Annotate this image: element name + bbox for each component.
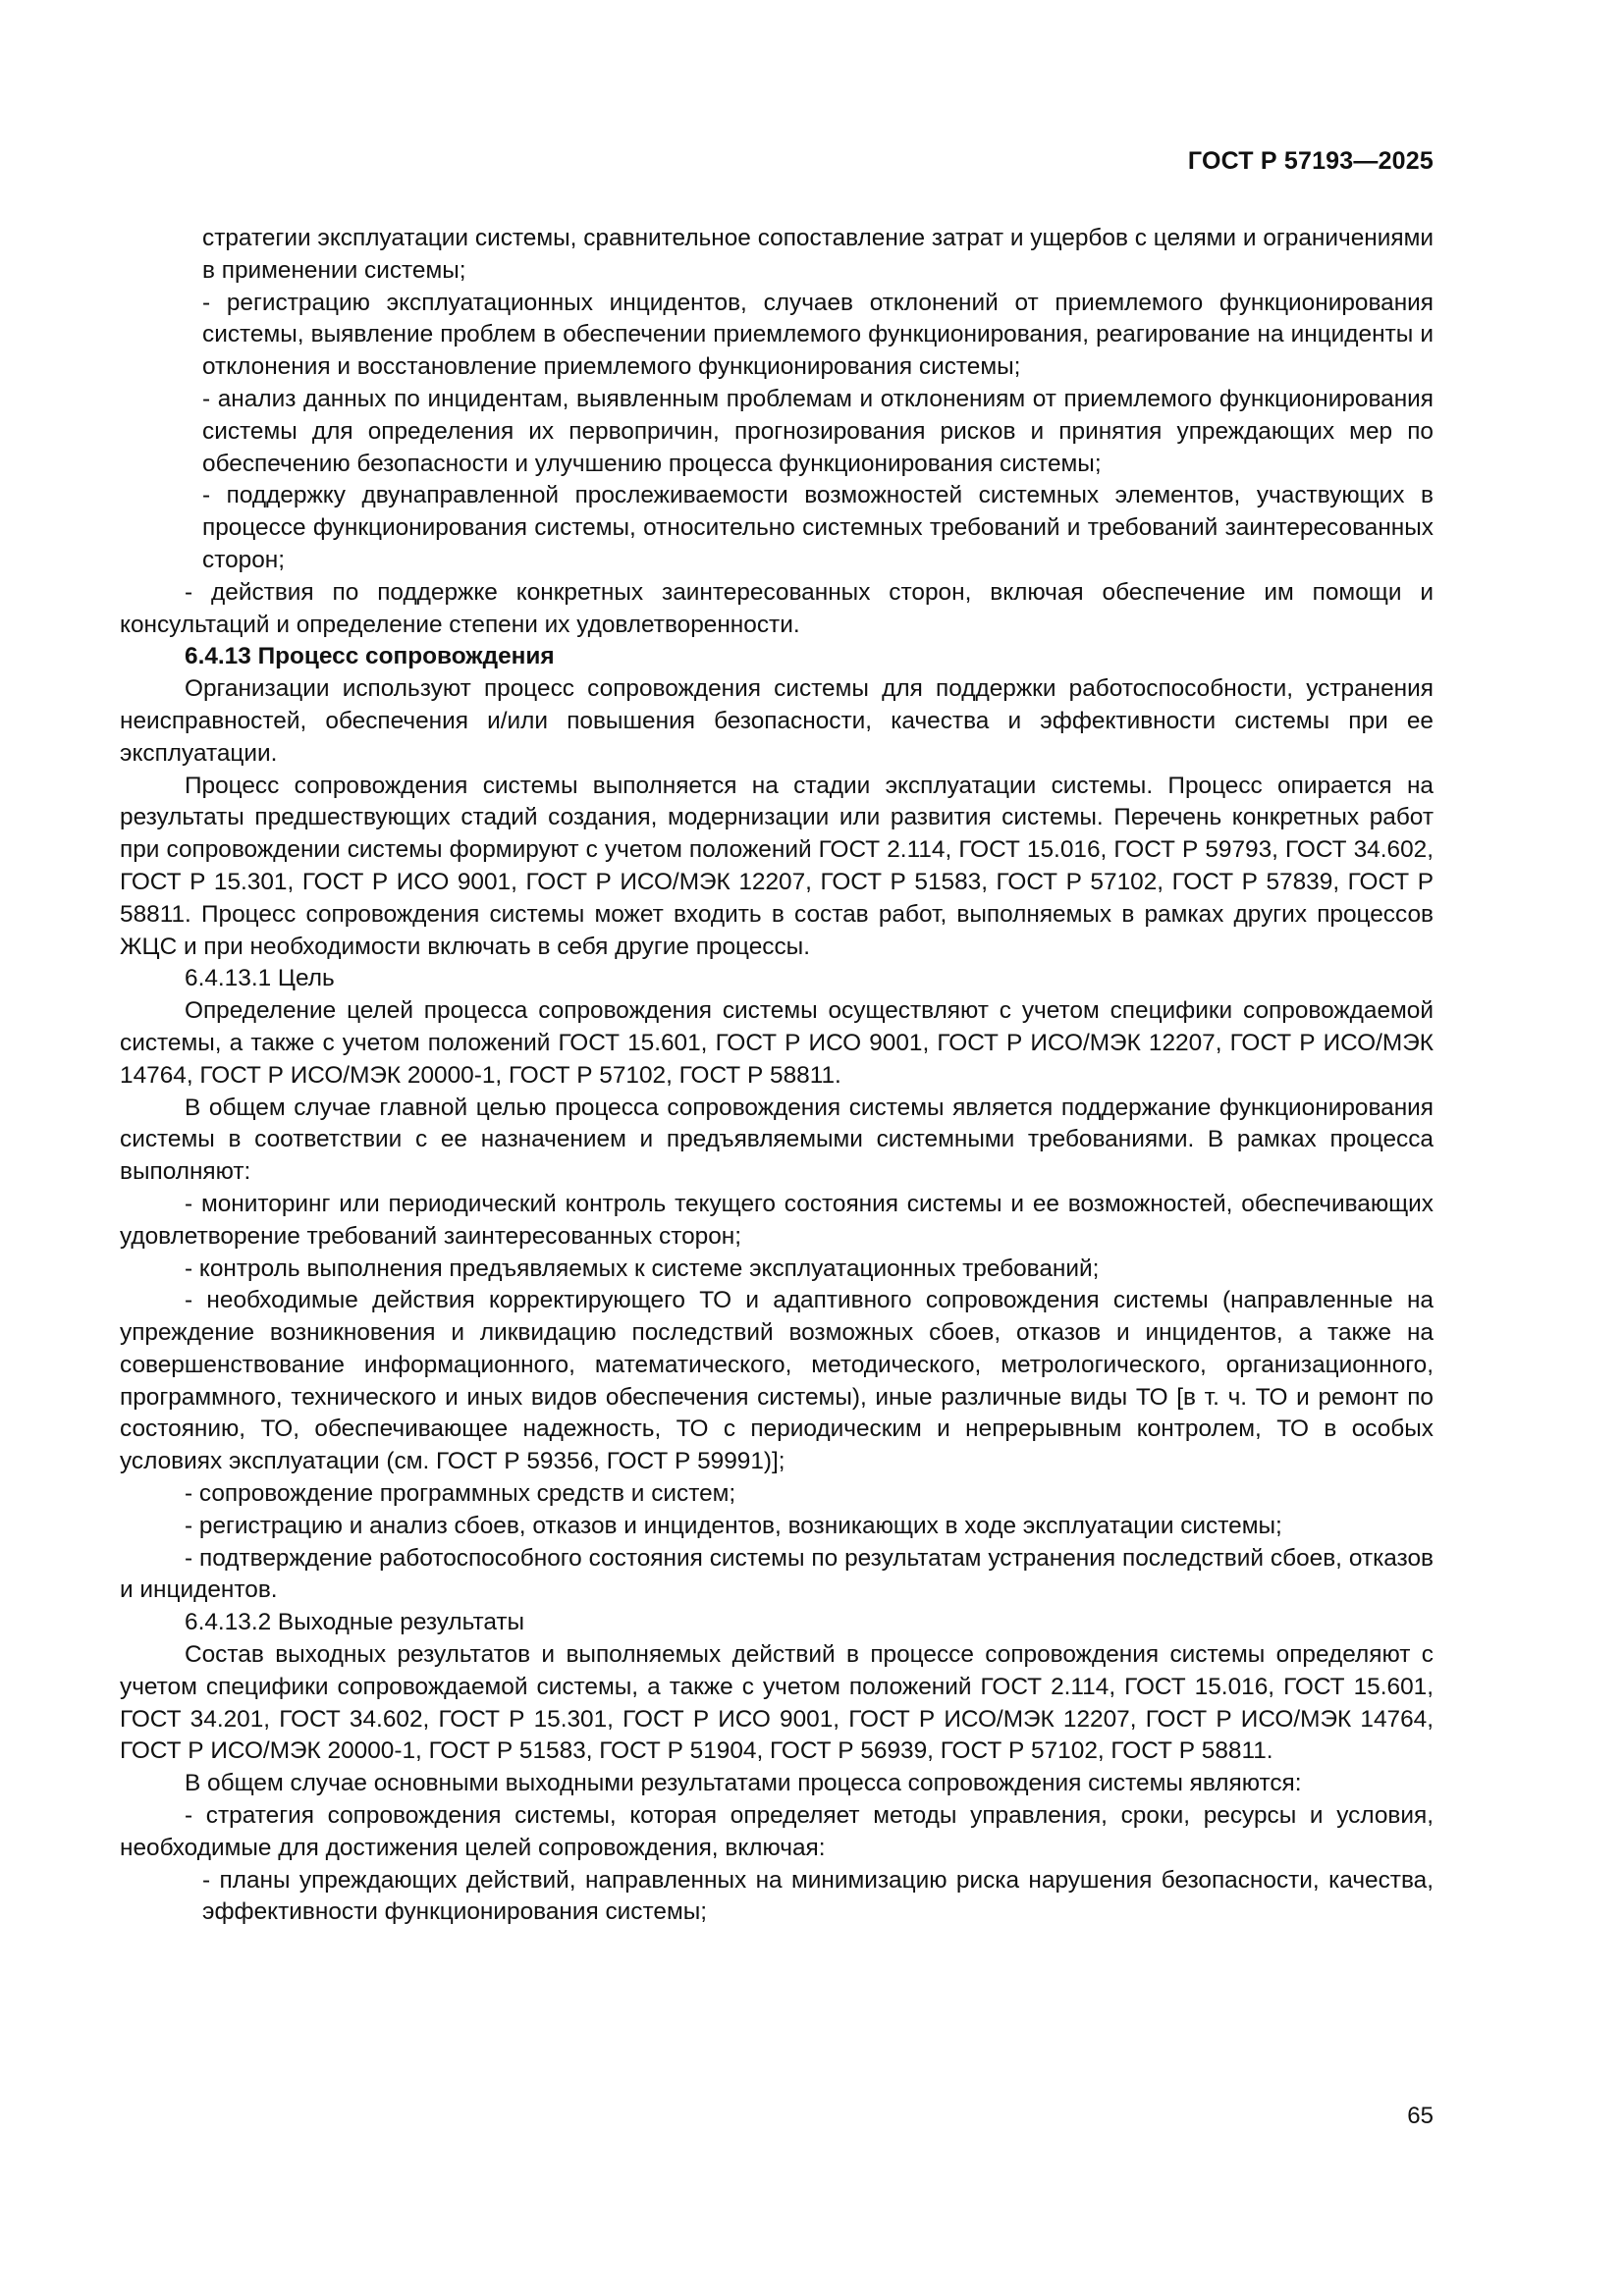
document-code-header: ГОСТ Р 57193—2025	[1187, 147, 1434, 175]
subsection-heading-goal: 6.4.13.1 Цель	[185, 965, 335, 992]
list-item: - регистрацию эксплуатационных инцидентов, случаев отклонений от приемлемого функционирования системы, выявление проблем в обеспечении приемлемого функционирования, реагирование на инциденты и отклонения и восстановление приемлемого функционирования системы;	[202, 289, 1434, 381]
subsection-heading-outputs: 6.4.13.2 Выходные результаты	[185, 1609, 525, 1636]
paragraph: В общем случае основными выходными результатами процесса сопровождения системы являются:	[185, 1770, 1302, 1797]
paragraph: Организации используют процесс сопровождения системы для поддержки работоспособности, устранения неисправностей, обеспечения и/или повышения безопасности, качества и эффективности системы при ее эксплуатации.	[120, 675, 1434, 767]
list-item: - контроль выполнения предъявляемых к системе эксплуатационных требований;	[185, 1255, 1100, 1282]
paragraph: Состав выходных результатов и выполняемых действий в процессе сопровождения системы определяют с учетом специфики сопровождаемой системы, а также с учетом положений ГОСТ 2.114, ГОСТ 15.016, ГОСТ 15.601, ГОСТ 34.201, ГОСТ 34.602, ГОСТ Р 15.301, ГОСТ Р ИСО 9001, ГОСТ Р ИСО/МЭК 12207, ГОСТ Р ИСО/МЭК 14764, ГОСТ Р ИСО/МЭК 20000-1, ГОСТ Р 51583, ГОСТ Р 51904, ГОСТ Р 56939, ГОСТ Р 57102, ГОСТ Р 58811.	[120, 1641, 1434, 1765]
list-item: - планы упреждающих действий, направленных на минимизацию риска нарушения безопасности, качества, эффективности функционирования системы;	[202, 1866, 1434, 1926]
paragraph: В общем случае главной целью процесса сопровождения системы является поддержание функционирования системы в соответствии с ее назначением и предъявляемыми системными требованиями. В рамках процесса выполняют:	[120, 1094, 1434, 1186]
list-item: - регистрацию и анализ сбоев, отказов и инцидентов, возникающих в ходе эксплуатации системы;	[185, 1512, 1282, 1539]
list-item: - сопровождение программных средств и систем;	[185, 1480, 736, 1508]
page-number: 65	[1407, 2103, 1434, 2129]
list-item: - стратегия сопровождения системы, которая определяет методы управления, сроки, ресурсы и условия, необходимые для достижения целей сопровождения, включая:	[120, 1802, 1434, 1861]
list-item: - поддержку двунаправленной прослеживаемости возможностей системных элементов, участвующих в процессе функционирования системы, относительно системных требований и требований заинтересованных сторон;	[202, 482, 1434, 573]
paragraph: Процесс сопровождения системы выполняется на стадии эксплуатации системы. Процесс опирается на результаты предшествующих стадий создания, модернизации или развития системы. Перечень конкретных работ при сопровождении системы формируют с учетом положений ГОСТ 2.114, ГОСТ 15.016, ГОСТ Р 59793, ГОСТ 34.602, ГОСТ Р 15.301, ГОСТ Р ИСО 9001, ГОСТ Р ИСО/МЭК 12207, ГОСТ Р 51583, ГОСТ Р 57102, ГОСТ Р 57839, ГОСТ Р 58811. Процесс сопровождения системы может входить в состав работ, выполняемых в рамках других процессов ЖЦС и при необходимости включать в себя другие процессы.	[120, 772, 1434, 960]
list-item: - анализ данных по инцидентам, выявленным проблемам и отклонениям от приемлемого функционирования системы для определения их первопричин, прогнозирования рисков и принятия упреждающих мер по обеспечению безопасности и улучшению процесса функционирования системы;	[202, 385, 1434, 477]
paragraph: Определение целей процесса сопровождения системы осуществляют с учетом специфики сопровождаемой системы, а также с учетом положений ГОСТ 15.601, ГОСТ Р ИСО 9001, ГОСТ Р ИСО/МЭК 12207, ГОСТ Р ИСО/МЭК 14764, ГОСТ Р ИСО/МЭК 20000-1, ГОСТ Р 57102, ГОСТ Р 58811.	[120, 997, 1434, 1089]
list-item: - необходимые действия корректирующего ТО и адаптивного сопровождения системы (направленные на упреждение возникновения и ликвидацию последствий возможных сбоев, отказов и инцидентов, а также на совершенствование информационного, математического, методического, метрологического, организационного, программного, технического и иных видов обеспечения системы), иные различные виды ТО [в т. ч. ТО и ремонт по состоянию, ТО, обеспечивающее надежность, ТО с периодическим и непрерывным контролем, ТО в особых условиях эксплуатации (см. ГОСТ Р 59356, ГОСТ Р 59991)];	[120, 1287, 1434, 1475]
list-item: - подтверждение работоспособного состояния системы по результатам устранения последствий сбоев, отказов и инцидентов.	[120, 1544, 1434, 1604]
body-text	[120, 223, 1434, 1929]
list-item: - мониторинг или периодический контроль текущего состояния системы и ее возможностей, обеспечивающих удовлетворение требований заинтересованных сторон;	[120, 1190, 1434, 1250]
section-heading-6-4-13: 6.4.13 Процесс сопровождения	[185, 643, 555, 670]
list-item-continuation: стратегии эксплуатации системы, сравнительное сопоставление затрат и ущербов с целями и ограничениями в применении системы;	[202, 225, 1434, 284]
list-item: - действия по поддержке конкретных заинтересованных сторон, включая обеспечение им помощи и консультаций и определение степени их удовлетворенности.	[120, 578, 1434, 638]
